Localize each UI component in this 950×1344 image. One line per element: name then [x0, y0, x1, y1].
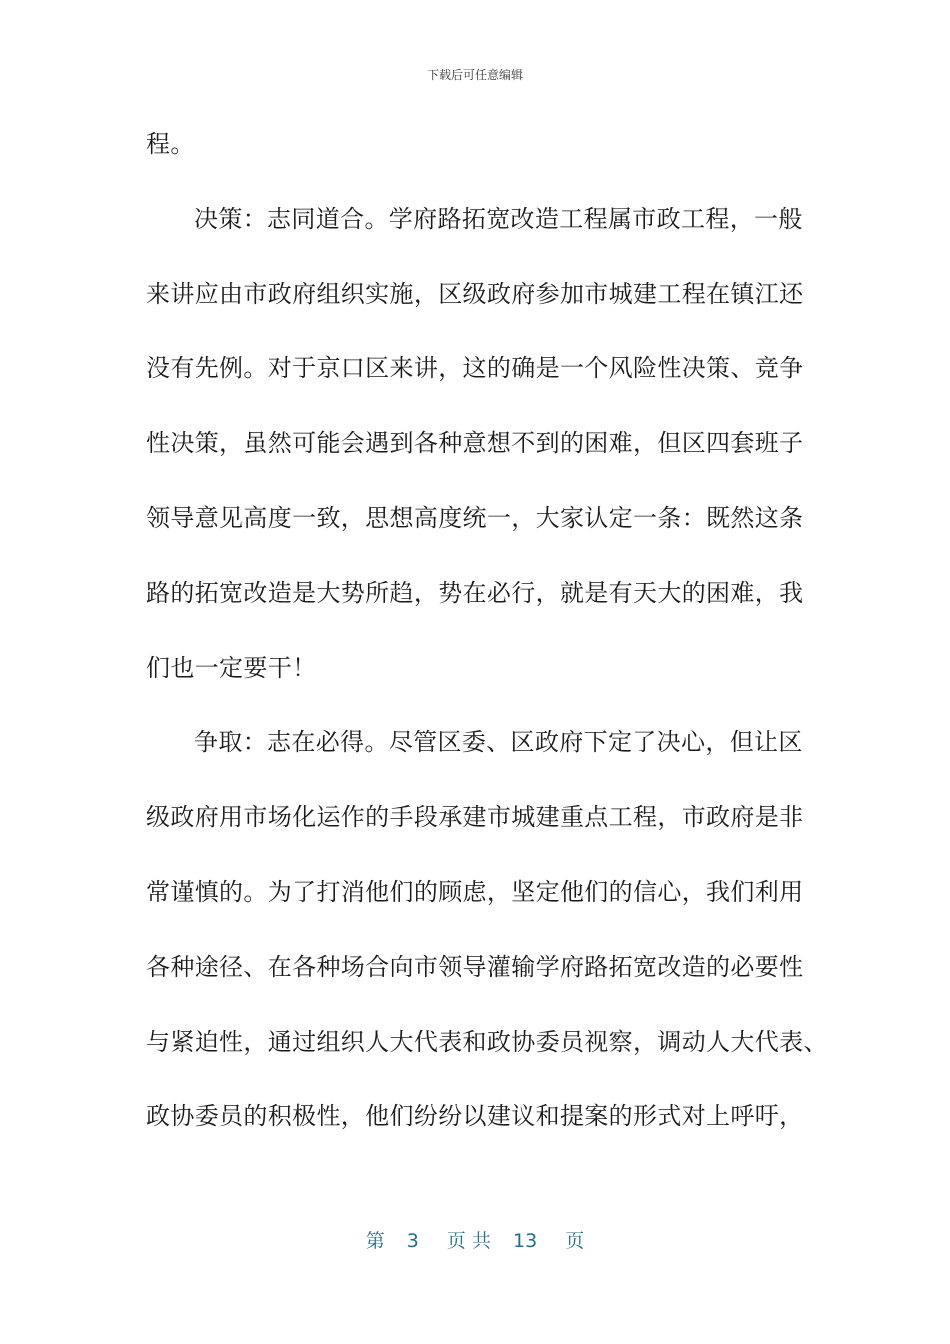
text-line: 来讲应由市政府组织实施，区级政府参加市城建工程在镇江还	[146, 279, 804, 308]
document-body	[146, 118, 826, 1165]
text-line: 与紧迫性，通过组织人大代表和政协委员视察，调动人大代表、	[146, 1027, 828, 1056]
text-line: 性决策，虽然可能会遇到各种意想不到的困难，但区四套班子	[146, 429, 804, 458]
text-line: 们也一定要干！	[146, 653, 317, 682]
paragraph-start-line: 争取：志在必得。尽管区委、区政府下定了决心，但让区	[194, 728, 803, 757]
text-line: 各种途径、在各种场合向市领导灌输学府路拓宽改造的必要性	[146, 952, 804, 981]
text-line: 路的拓宽改造是大势所趋，势在必行，就是有天大的困难，我	[146, 578, 804, 607]
text-line: 政协委员的积极性，他们纷纷以建议和提案的形式对上呼吁，	[146, 1102, 804, 1131]
page-header: 下载后可任意编辑	[426, 68, 523, 82]
page-footer	[0, 1226, 950, 1253]
total-pages-number: 13	[513, 1230, 538, 1252]
text-line: 没有先例。对于京口区来讲，这的确是一个风险性决策、竞争	[146, 354, 804, 383]
page-middle: 页 共	[446, 1230, 491, 1252]
text-line: 常谨慎的。为了打消他们的顾虑，坚定他们的信心，我们利用	[146, 877, 804, 906]
text-line: 程。	[146, 130, 195, 158]
text-line: 领导意见高度一致，思想高度统一，大家认定一条：既然这条	[146, 503, 804, 532]
text-line: 级政府用市场化运作的手段承建市城建重点工程，市政府是非	[146, 803, 804, 832]
current-page-number: 3	[406, 1230, 419, 1252]
page-prefix: 第	[365, 1230, 385, 1252]
paragraph-start-line: 决策：志同道合。学府路拓宽改造工程属市政工程，一般	[194, 204, 803, 233]
page-suffix: 页	[565, 1230, 585, 1252]
